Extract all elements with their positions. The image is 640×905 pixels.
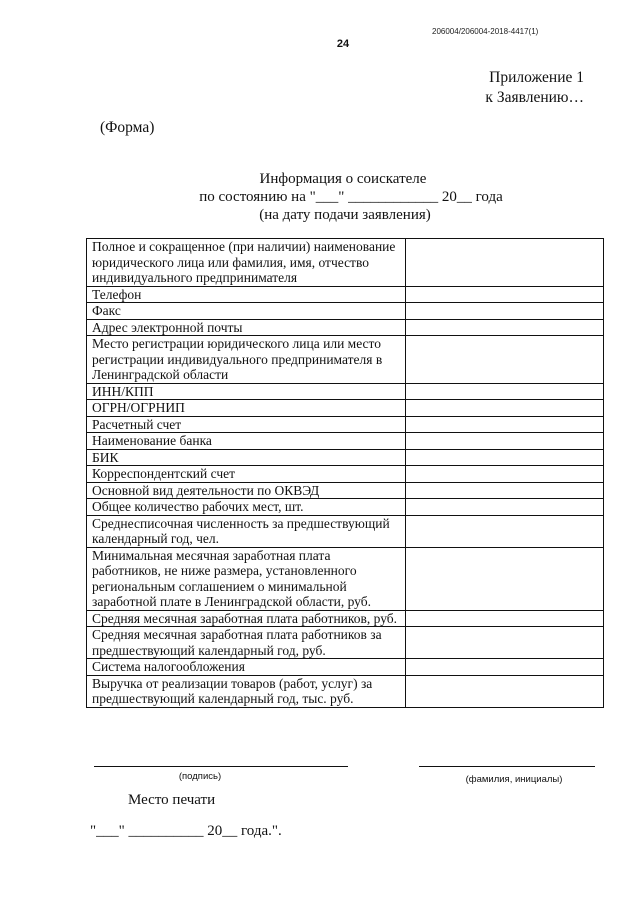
table-row xyxy=(87,416,604,433)
name-initials-line[interactable] xyxy=(419,766,595,767)
table-row xyxy=(87,659,604,676)
table-row xyxy=(87,286,604,303)
row-value[interactable] xyxy=(406,433,604,450)
row-label: Место регистрации юридического лица или место регистрации индивидуального предпринимателя в Ленинградской области xyxy=(87,336,406,384)
row-label: Система налогообложения xyxy=(87,659,406,676)
table-row xyxy=(87,547,604,610)
table-row xyxy=(87,515,604,547)
row-value[interactable] xyxy=(406,336,604,384)
row-label: Корреспондентский счет xyxy=(87,466,406,483)
row-label: Телефон xyxy=(87,286,406,303)
row-value[interactable] xyxy=(406,286,604,303)
row-label: Адрес электронной почты xyxy=(87,319,406,336)
table-row xyxy=(87,303,604,320)
row-value[interactable] xyxy=(406,383,604,400)
title-line-2: по состоянию на "___" ____________ 20__ года xyxy=(199,189,503,205)
row-label: Среднесписочная численность за предшествующий календарный год, чел. xyxy=(87,515,406,547)
row-label: Факс xyxy=(87,303,406,320)
table-row xyxy=(87,499,604,516)
row-value[interactable] xyxy=(406,466,604,483)
row-value[interactable] xyxy=(406,303,604,320)
form-title xyxy=(0,170,640,224)
row-value[interactable] xyxy=(406,627,604,659)
document-number: 206004/206004-2018-4417(1) xyxy=(432,27,539,36)
table-row xyxy=(87,319,604,336)
row-label: Основной вид деятельности по ОКВЭД xyxy=(87,482,406,499)
applicant-info-table xyxy=(86,238,604,708)
table-row xyxy=(87,466,604,483)
row-value[interactable] xyxy=(406,547,604,610)
table-row xyxy=(87,433,604,450)
table-row xyxy=(87,610,604,627)
row-value[interactable] xyxy=(406,319,604,336)
row-label: ОГРН/ОГРНИП xyxy=(87,400,406,417)
table-row xyxy=(87,383,604,400)
table-row xyxy=(87,675,604,707)
annex-line-1: Приложение 1 xyxy=(489,69,584,86)
row-label: Полное и сокращенное (при наличии) наименование юридического лица или фамилия, имя, отчество индивидуального предпринимателя xyxy=(87,239,406,287)
row-value[interactable] xyxy=(406,659,604,676)
title-line-1: Информация о соискателе xyxy=(259,171,427,187)
row-label: Минимальная месячная заработная плата работников, не ниже размера, установленного региональным соглашением о минимальной заработной плате в Ленинградской области, руб. xyxy=(87,547,406,610)
row-value[interactable] xyxy=(406,610,604,627)
row-value[interactable] xyxy=(406,482,604,499)
table-row xyxy=(87,239,604,287)
annex-line-2: к Заявлению… xyxy=(485,89,584,106)
stamp-place-label: Место печати xyxy=(128,792,216,808)
form-label: (Форма) xyxy=(100,119,155,136)
row-label: Наименование банка xyxy=(87,433,406,450)
signature-line[interactable] xyxy=(94,766,348,767)
annex-heading xyxy=(485,68,584,108)
row-value[interactable] xyxy=(406,499,604,516)
name-initials-caption: (фамилия, инициалы) xyxy=(465,774,563,785)
row-label: Выручка от реализации товаров (работ, услуг) за предшествующий календарный год, тыс. руб. xyxy=(87,675,406,707)
date-line: "___" __________ 20__ года.". xyxy=(90,823,282,839)
table-row xyxy=(87,627,604,659)
row-value[interactable] xyxy=(406,515,604,547)
row-label: ИНН/КПП xyxy=(87,383,406,400)
page-number: 24 xyxy=(336,38,350,50)
row-label: Средняя месячная заработная плата работников за предшествующий календарный год, руб. xyxy=(87,627,406,659)
signature-caption: (подпись) xyxy=(178,771,222,782)
row-value[interactable] xyxy=(406,400,604,417)
row-value[interactable] xyxy=(406,675,604,707)
row-value[interactable] xyxy=(406,416,604,433)
row-label: Средняя месячная заработная плата работников, руб. xyxy=(87,610,406,627)
title-line-3: (на дату подачи заявления) xyxy=(259,207,431,223)
row-label: Общее количество рабочих мест, шт. xyxy=(87,499,406,516)
row-label: Расчетный счет xyxy=(87,416,406,433)
table-row xyxy=(87,400,604,417)
table-row xyxy=(87,336,604,384)
row-value[interactable] xyxy=(406,449,604,466)
row-label: БИК xyxy=(87,449,406,466)
table-row xyxy=(87,449,604,466)
table-row xyxy=(87,482,604,499)
row-value[interactable] xyxy=(406,239,604,287)
